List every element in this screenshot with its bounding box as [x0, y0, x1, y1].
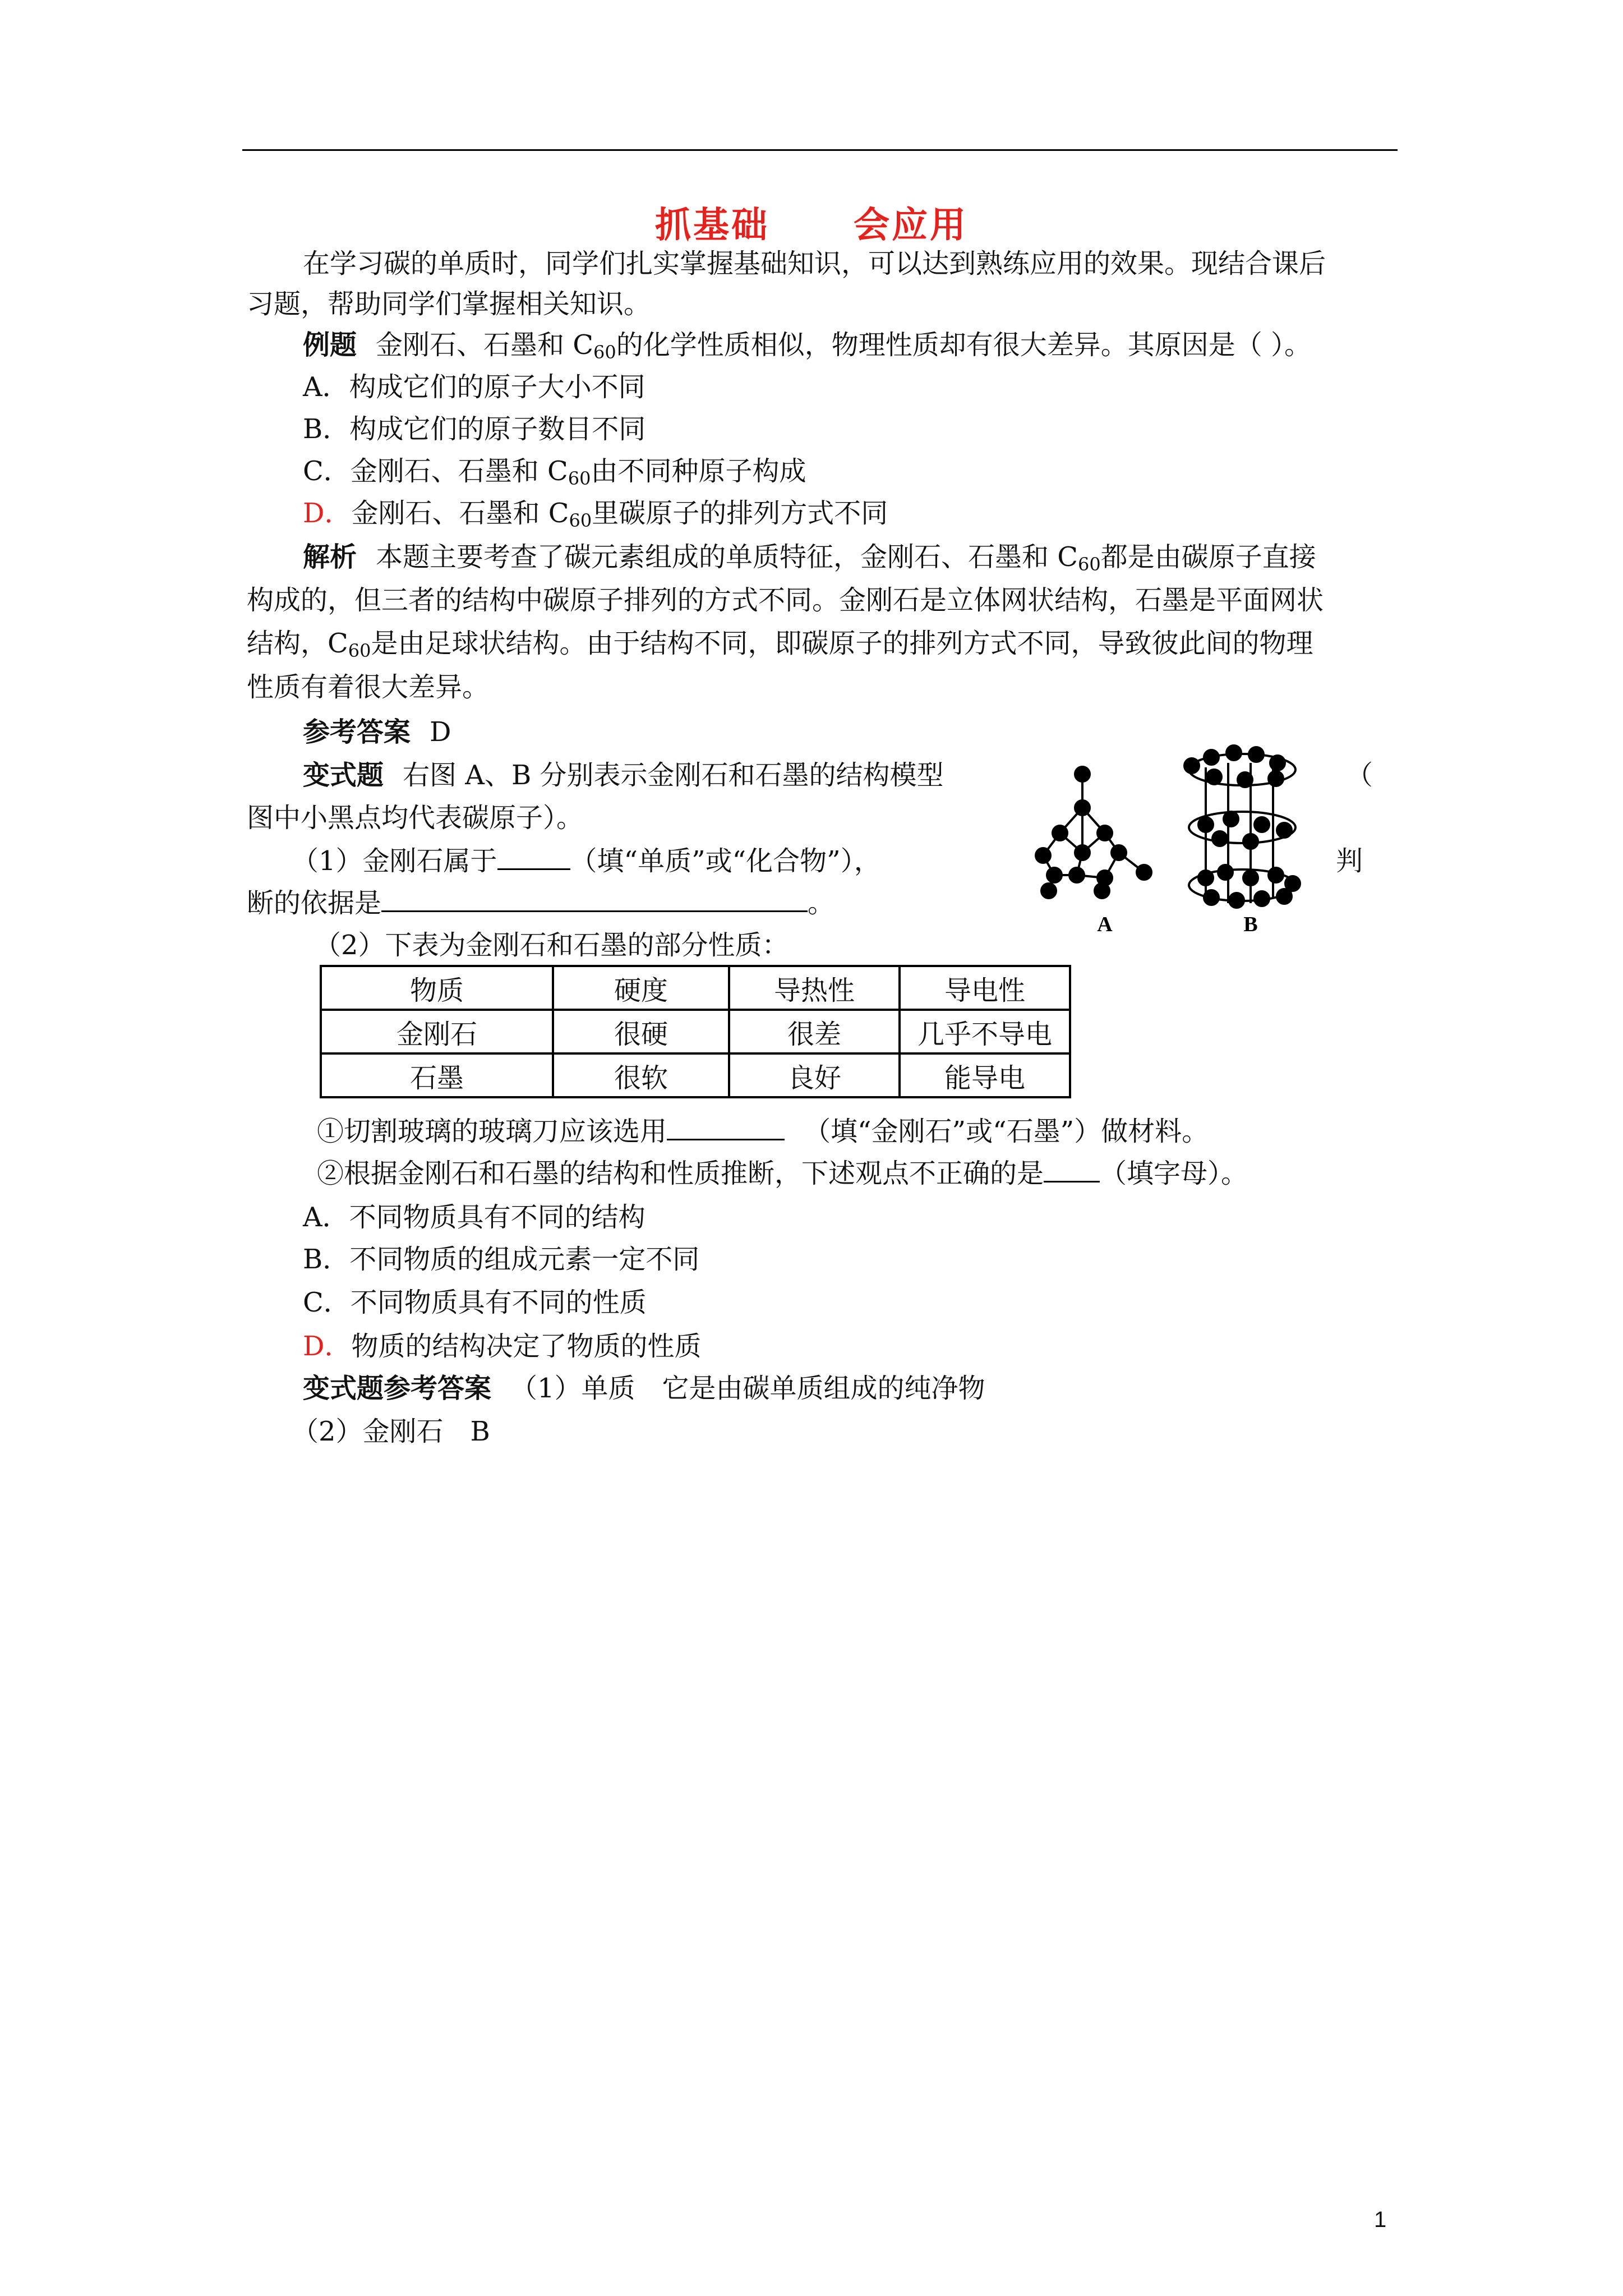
table-row — [321, 1010, 1070, 1053]
carbon-structure-diagram — [1021, 740, 1312, 942]
sub-option-a: A．不同物质具有不同的结构 — [303, 1202, 645, 1233]
variant-q2: （2）下表为金刚石和石墨的部分性质： — [314, 930, 789, 961]
structure-figure — [1021, 740, 1312, 942]
sub-question-2 — [317, 1157, 1248, 1190]
example-label: 例题 — [303, 329, 357, 361]
variant-answer-line-2: （2）金刚石 B — [292, 1416, 490, 1447]
analysis-label: 解析 — [303, 541, 357, 573]
q1-basis-text: 断的依据是 — [247, 887, 382, 919]
table-cell: 很软 — [553, 1053, 729, 1097]
table-cell: 石墨 — [321, 1053, 553, 1097]
table-header-cell: 导热性 — [729, 966, 900, 1010]
table-header-cell: 硬度 — [553, 966, 729, 1010]
example-stem-text-2: 的化学性质相似，物理性质却有很大差异。其原因是（ ）。 — [616, 329, 1311, 361]
variant-answer-label: 变式题参考答案 — [303, 1373, 492, 1404]
variant-line-2: 图中小黑点均代表碳原子）。 — [247, 802, 584, 834]
analysis-line-3 — [247, 627, 1313, 668]
subscript: 60 — [1078, 554, 1101, 575]
title-part-1: 抓基础 — [655, 205, 769, 246]
figure-label-a: A — [1097, 913, 1113, 936]
analysis-line-2: 构成的，但三者的结构中碳原子排列的方式不同。金刚石是立体网状结构，石墨是平面网状 — [247, 585, 1324, 616]
option-c-text: C．金刚石、石墨和 C — [303, 455, 568, 487]
properties-table — [320, 965, 1071, 1098]
example-stem-text: 金刚石、石墨和 C — [376, 329, 594, 361]
variant-answer-text: （1）单质 它是由碳单质组成的纯净物 — [510, 1373, 985, 1404]
answer-blank[interactable] — [667, 1115, 785, 1140]
answer-blank[interactable] — [381, 887, 808, 912]
table-header-cell: 物质 — [321, 966, 553, 1010]
variant-label: 变式题 — [303, 760, 384, 791]
reference-answer — [303, 715, 451, 749]
option-d-letter: D． — [303, 498, 352, 529]
graphite-structure-model — [1184, 746, 1300, 908]
table-header-row — [321, 966, 1070, 1010]
sub-q2-text-2: （填字母）。 — [1100, 1158, 1248, 1189]
table-row — [321, 1053, 1070, 1097]
example-option-c — [303, 454, 806, 495]
answer-blank[interactable] — [497, 845, 570, 870]
title-part-2: 会应用 — [854, 205, 968, 246]
option-d-text-2: 里碳原子的排列方式不同 — [592, 498, 888, 529]
q1-basis-end: 。 — [808, 887, 835, 919]
table-cell: 金刚石 — [321, 1010, 553, 1053]
variant-q1 — [292, 844, 881, 878]
variant-line-1-end: （ — [1346, 760, 1373, 791]
sub-option-d-letter: D． — [303, 1331, 352, 1362]
variant-q1-line-2 — [247, 886, 834, 920]
intro-line-2: 习题，帮助同学们掌握相关知识。 — [247, 288, 651, 320]
sub-q1-text: ①切割玻璃的玻璃刀应该选用 — [317, 1116, 667, 1147]
sub-option-c: C．不同物质具有不同的性质 — [303, 1287, 647, 1318]
header-rule — [242, 149, 1398, 151]
table-cell: 良好 — [729, 1053, 900, 1097]
analysis-line-1 — [303, 540, 1316, 581]
subscript: 60 — [568, 468, 591, 489]
table-cell: 很差 — [729, 1010, 900, 1053]
table-cell: 几乎不导电 — [900, 1010, 1070, 1053]
subscript: 60 — [569, 510, 592, 531]
diamond-structure-model — [1036, 767, 1151, 898]
intro-line-1: 在学习碳的单质时，同学们扎实掌握基础知识，可以达到熟练应用的效果。现结合课后 — [303, 248, 1326, 279]
q1-text: （1）金刚石属于 — [292, 845, 497, 877]
example-option-a: A．构成它们的原子大小不同 — [303, 371, 645, 403]
analysis-text: 本题主要考查了碳元素组成的单质特征，金刚石、石墨和 C — [376, 541, 1078, 573]
sub-q2-text: ②根据金刚石和石墨的结构和性质推断，下述观点不正确的是 — [317, 1158, 1044, 1189]
sub-question-1 — [317, 1115, 1209, 1148]
analysis-line-4: 性质有着很大差异。 — [247, 671, 490, 703]
option-d-text: 金刚石、石墨和 C — [351, 498, 569, 529]
sub-q1-text-2: （填“金刚石”或“石墨”）做材料。 — [804, 1116, 1209, 1147]
example-stem — [303, 328, 1311, 369]
table-cell: 很硬 — [553, 1010, 729, 1053]
answer-blank[interactable] — [1044, 1157, 1100, 1182]
example-option-b: B．构成它们的原子数目不同 — [303, 413, 646, 445]
subscript: 60 — [348, 640, 371, 661]
sub-option-b: B．不同物质的组成元素一定不同 — [303, 1244, 700, 1275]
variant-line-1 — [303, 758, 943, 792]
answer-value: D — [430, 716, 451, 748]
variant-q1-end: 判 — [1336, 845, 1363, 877]
sub-option-d-text: 物质的结构决定了物质的性质 — [351, 1331, 702, 1362]
table-cell: 能导电 — [900, 1053, 1070, 1097]
answer-label: 参考答案 — [303, 716, 411, 748]
table-header-cell: 导电性 — [900, 966, 1070, 1010]
option-c-text-2: 由不同种原子构成 — [591, 455, 806, 487]
analysis-text-2: 都是由碳原子直接 — [1100, 541, 1316, 573]
analysis-text-4: 是由足球状结构。由于结构不同，即碳原子的排列方式不同，导致彼此间的物理 — [371, 628, 1313, 659]
subscript: 60 — [593, 342, 616, 363]
figure-label-b: B — [1243, 913, 1258, 936]
variant-text: 右图 A、B 分别表示金刚石和石墨的结构模型 — [403, 760, 944, 791]
variant-answer-line-1 — [303, 1372, 985, 1405]
page-number: 1 — [1374, 2207, 1387, 2232]
sub-option-d — [303, 1329, 702, 1363]
example-option-d — [303, 496, 888, 537]
page-title — [0, 196, 1623, 248]
q1-text-2: （填“单质”或“化合物”）， — [570, 845, 881, 877]
analysis-text-3: 结构，C — [247, 628, 348, 659]
